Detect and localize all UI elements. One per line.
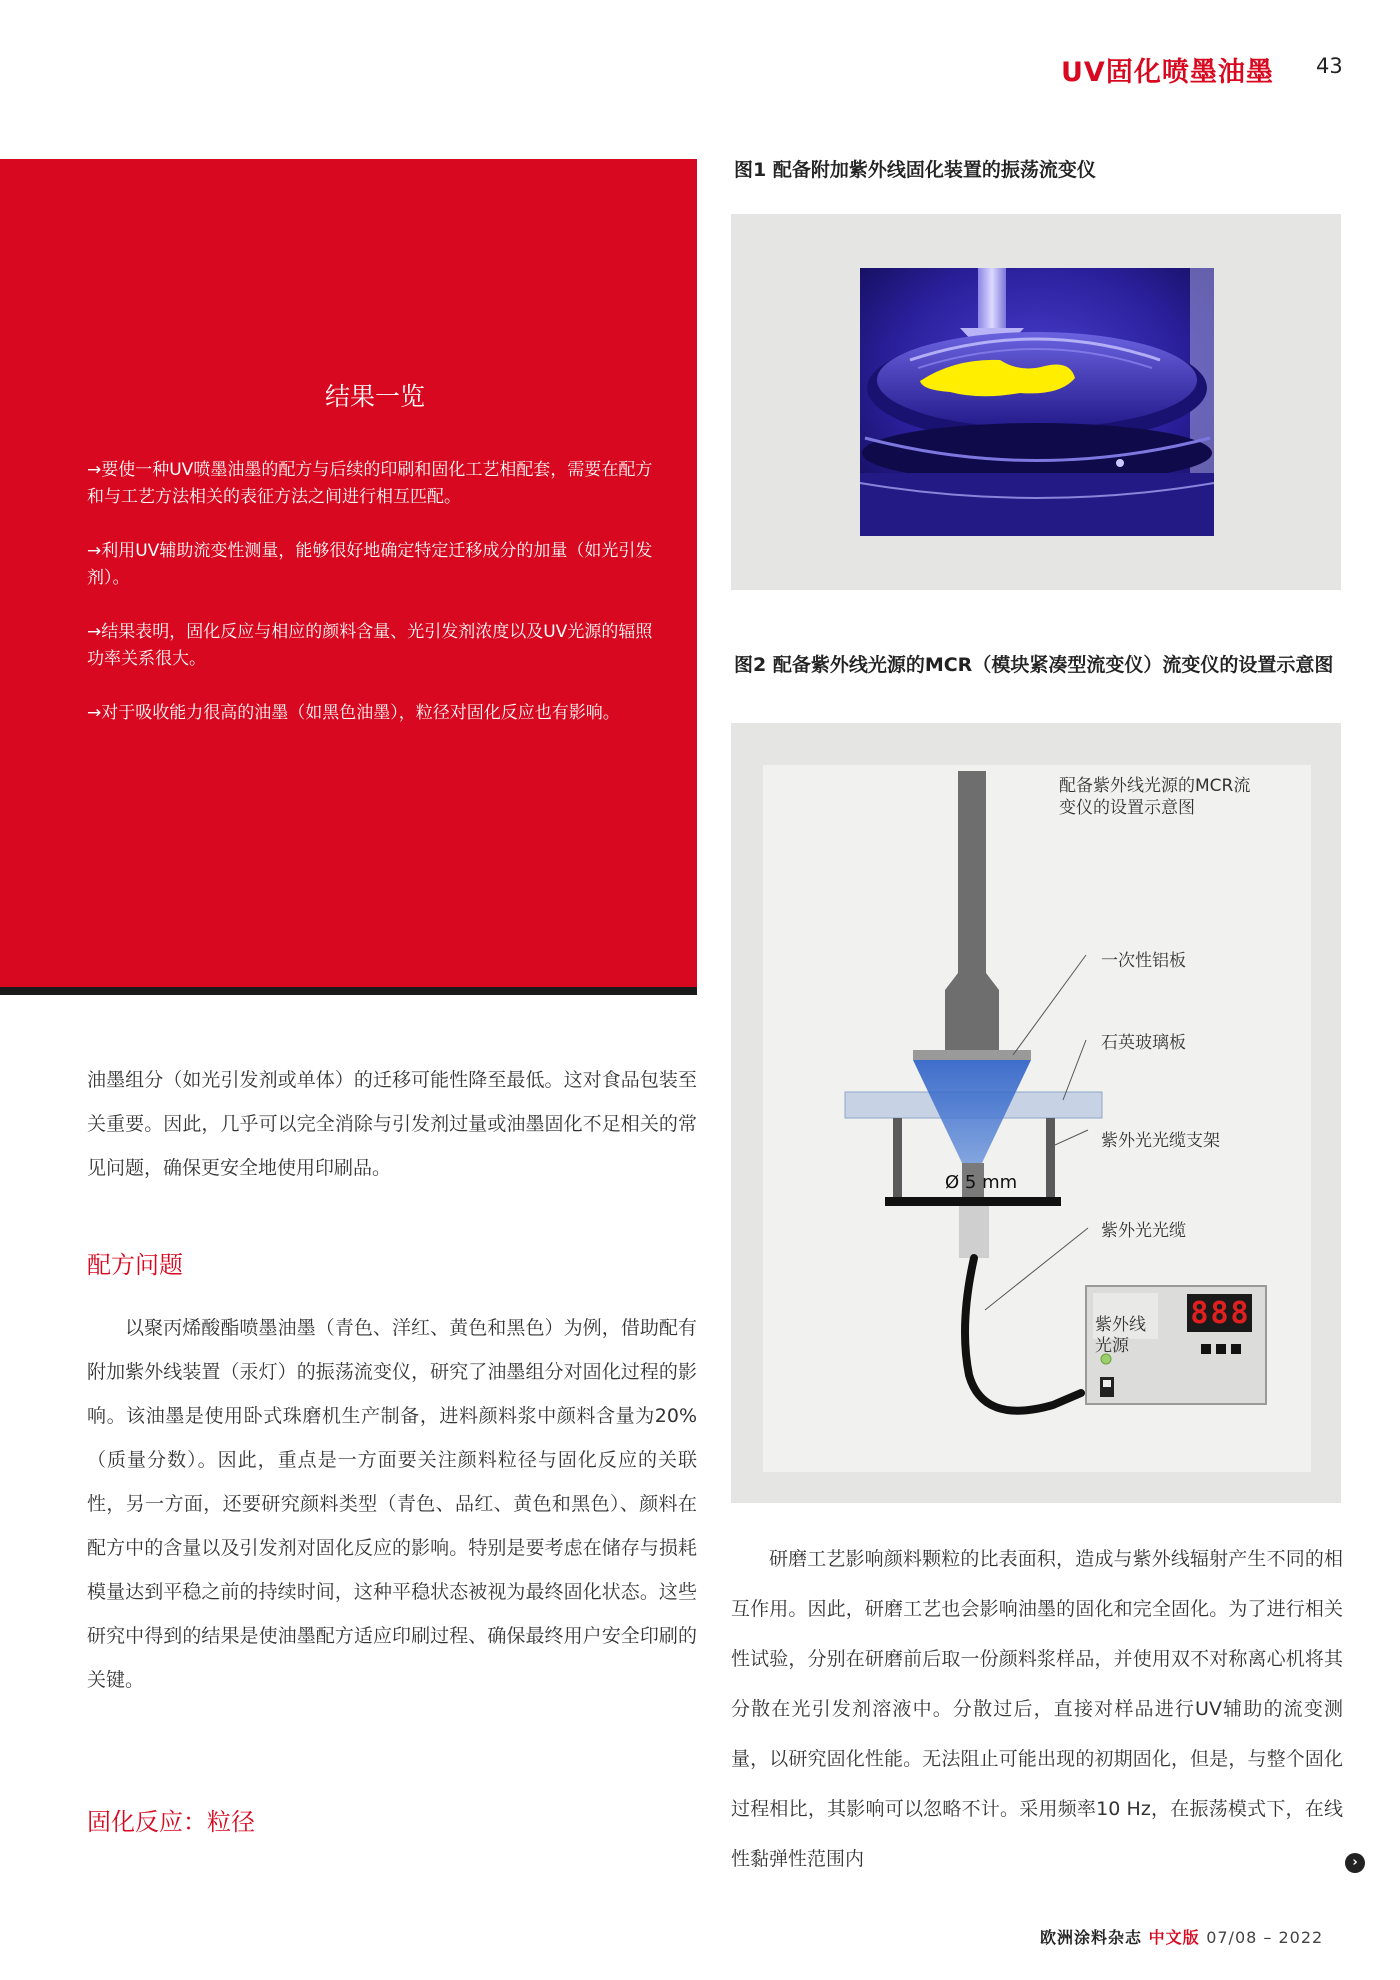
diameter-label: Ø 5 mm — [945, 1172, 1018, 1193]
uv-source-label — [1095, 1315, 1146, 1357]
formulation-paragraph-text: 以聚丙烯酸酯喷墨油墨（青色、洋红、黄色和黑色）为例，借助配有附加紫外线装置（汞灯）的振荡流变仪，研究了油墨组分对固化过程的影响。该油墨是使用卧式珠磨机生产制备，进料颜料浆中颜料含量为20%（质量分数）。因此，重点是一方面要关注颜料粒径与固化反应的关联性，另一方面，还要研究颜料类型（青色、品红、黄色和黑色）、颜料在配方中的含量以及引发剂对固化反应的影响。特别是要考虑在储存与损耗模量达到平稳之前的持续时间，这种平稳状态被视为最终固化状态。这些研究中得到的结果是使油墨配方适应印刷过程、确保最终用户安全印刷的关键。 — [87, 1317, 697, 1691]
figure2-caption: 图2 配备紫外线光源的MCR（模块紧凑型流变仪）流变仪的设置示意图 — [734, 654, 1334, 676]
diagram-title — [1059, 775, 1250, 819]
right-column-paragraph — [731, 1534, 1343, 1884]
uv-source-display: 888 — [1190, 1296, 1251, 1331]
figure1-caption: 图1 配备附加紫外线固化装置的振荡流变仪 — [734, 159, 1096, 181]
summary-item: →利用UV辅助流变性测量，能够很好地确定特定迁移成分的加量（如光引发剂）。 — [87, 541, 653, 588]
mcr-setup-illustration — [763, 765, 1311, 1472]
summary-item: →要使一种UV喷墨油墨的配方与后续的印刷和固化工艺相配套，需要在配方和与工艺方法相关的表征方法之间进行相互匹配。 — [87, 460, 653, 507]
diagram-title-line: 变仪的设置示意图 — [1059, 798, 1195, 818]
diagram-title-line: 配备紫外线光源的MCR流 — [1059, 776, 1251, 796]
page-number: 43 — [1316, 54, 1343, 78]
uv-source-label-line: 光源 — [1095, 1336, 1129, 1356]
footer-magazine: 欧洲涂料杂志 — [1040, 1928, 1143, 1947]
footer — [1040, 1925, 1323, 1948]
running-title: UV固化喷墨油墨 — [1061, 57, 1274, 88]
label-quartz-plate: 石英玻璃板 — [1101, 1033, 1186, 1053]
rheometer-photo-illustration — [860, 268, 1214, 536]
section-heading-formulation: 配方问题 — [87, 1251, 183, 1279]
footer-issue: 07/08 – 2022 — [1206, 1928, 1324, 1947]
chevron-right-circle-icon: › — [1345, 1853, 1365, 1873]
rheometer-photo — [860, 268, 1214, 536]
footer-edition: 中文版 — [1148, 1928, 1200, 1947]
label-aluminum-plate: 一次性铝板 — [1101, 951, 1186, 971]
summary-item: →结果表明，固化反应与相应的颜料含量、光引发剂浓度以及UV光源的辐照功率关系很大。 — [87, 622, 653, 669]
uv-source-label-line: 紫外线 — [1095, 1315, 1146, 1335]
summary-box-shadow — [0, 987, 697, 995]
summary-item: →对于吸收能力很高的油墨（如黑色油墨），粒径对固化反应也有影响。 — [87, 703, 620, 723]
mcr-setup-diagram — [763, 765, 1311, 1472]
section-heading-particle-size: 固化反应：粒径 — [87, 1808, 255, 1836]
formulation-paragraph — [87, 1306, 697, 1702]
label-cable-holder: 紫外光光缆支架 — [1101, 1131, 1220, 1151]
intro-paragraph-text: 油墨组分（如光引发剂或单体）的迁移可能性降至最低。这对食品包装至关重要。因此，几乎可以完全消除与引发剂过量或油墨固化不足相关的常见问题，确保更安全地使用印刷品。 — [87, 1069, 697, 1179]
right-column-paragraph-text: 研磨工艺影响颜料颗粒的比表面积，造成与紫外线辐射产生不同的相互作用。因此，研磨工艺也会影响油墨的固化和完全固化。为了进行相关性试验，分别在研磨前后取一份颜料浆样品，并使用双不对称离心机将其分散在光引发剂溶液中。分散过后，直接对样品进行UV辅助的流变测量，以研究固化性能。无法阻止可能出现的初期固化，但是，与整个固化过程相比，其影响可以忽略不计。采用频率10 Hz，在振荡模式下，在线性黏弹性范围内 — [731, 1548, 1343, 1870]
summary-title: 结果一览 — [324, 382, 425, 411]
intro-paragraph — [87, 1058, 697, 1190]
label-uv-cable: 紫外光光缆 — [1101, 1221, 1186, 1241]
